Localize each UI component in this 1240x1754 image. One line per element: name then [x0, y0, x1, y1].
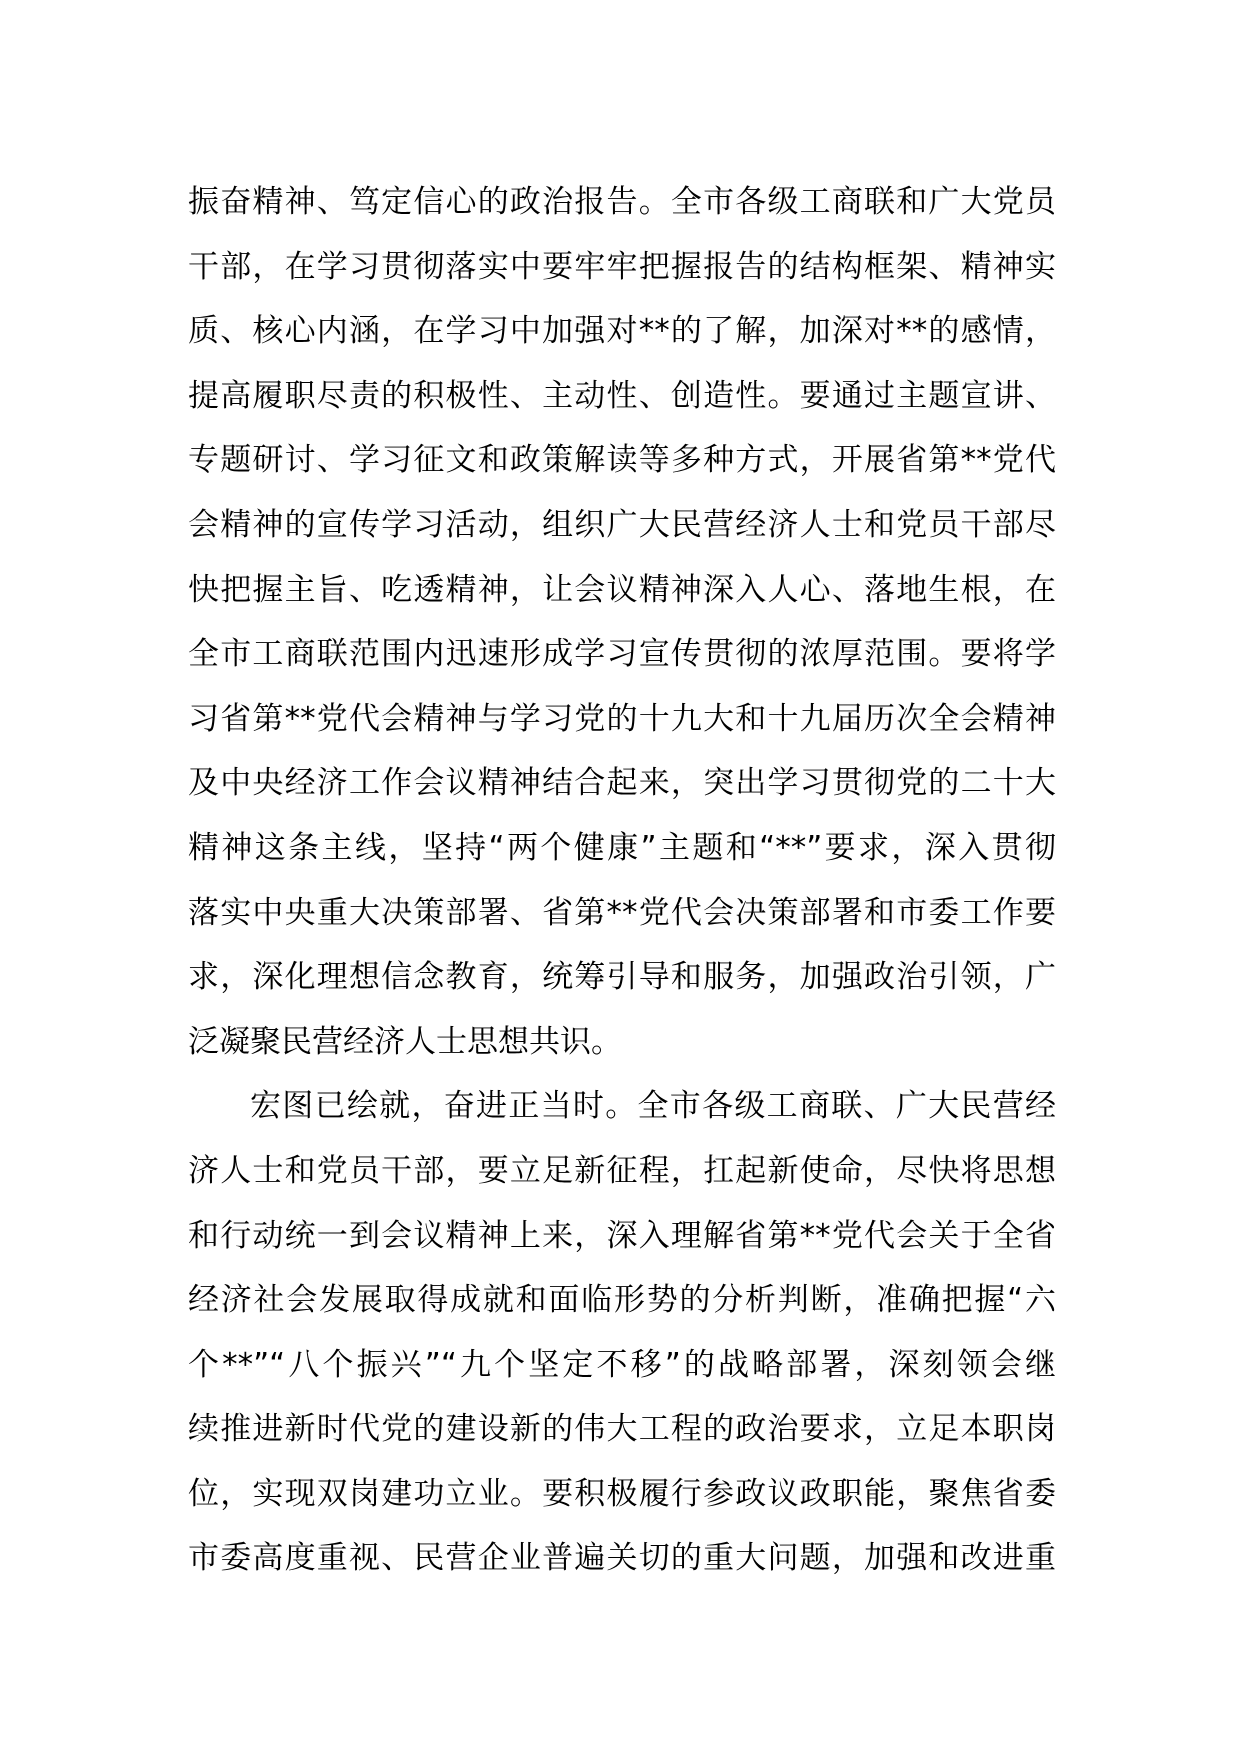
text-line: 落实中央重大决策部署、省第**党代会决策部署和市委工作要	[188, 894, 1056, 931]
paragraph-1	[188, 170, 1056, 1074]
text-line: 快把握主旨、吃透精神，让会议精神深入人心、落地生根，在	[188, 571, 1056, 608]
text-line: 干部，在学习贯彻落实中要牢牢把握报告的结构框架、精神实	[188, 248, 1056, 285]
text-line: 习省第**党代会精神与学习党的十九大和十九届历次全会精神	[188, 700, 1056, 737]
text-line: 济人士和党员干部，要立足新征程，扛起新使命，尽快将思想	[188, 1152, 1056, 1189]
text-line: 续推进新时代党的建设新的伟大工程的政治要求，立足本职岗	[188, 1411, 1056, 1448]
body-text	[188, 170, 1056, 1591]
text-line: 精神这条主线，坚持“两个健康”主题和“**”要求，深入贯彻	[188, 829, 1056, 866]
text-line: 会精神的宣传学习活动，组织广大民营经济人士和党员干部尽	[188, 506, 1056, 543]
text-line: 位，实现双岗建功立业。要积极履行参政议政职能，聚焦省委	[188, 1475, 1056, 1512]
text-line: 及中央经济工作会议精神结合起来，突出学习贯彻党的二十大	[188, 765, 1056, 802]
text-line: 个**”“八个振兴”“九个坚定不移”的战略部署，深刻领会继	[188, 1346, 1056, 1383]
text-line: 提高履职尽责的积极性、主动性、创造性。要通过主题宣讲、	[188, 377, 1056, 414]
text-line: 和行动统一到会议精神上来，深入理解省第**党代会关于全省	[188, 1217, 1056, 1254]
text-line: 泛凝聚民营经济人士思想共识。	[188, 1023, 622, 1060]
text-line: 经济社会发展取得成就和面临形势的分析判断，准确把握“六	[188, 1282, 1056, 1319]
text-line: 振奋精神、笃定信心的政治报告。全市各级工商联和广大党员	[188, 184, 1056, 220]
text-line: 专题研讨、学习征文和政策解读等多种方式，开展省第**党代	[188, 442, 1056, 479]
text-line: 求，深化理想信念教育，统筹引导和服务，加强政治引领，广	[188, 959, 1056, 996]
text-line: 宏图已绘就，奋进正当时。全市各级工商联、广大民营经	[250, 1088, 1056, 1125]
text-line: 全市工商联范围内迅速形成学习宣传贯彻的浓厚范围。要将学	[188, 636, 1056, 673]
paragraph-2	[188, 1074, 1056, 1591]
text-line: 市委高度重视、民营企业普遍关切的重大问题，加强和改进重	[188, 1540, 1056, 1577]
text-line: 质、核心内涵，在学习中加强对**的了解，加深对**的感情，	[188, 313, 1056, 350]
